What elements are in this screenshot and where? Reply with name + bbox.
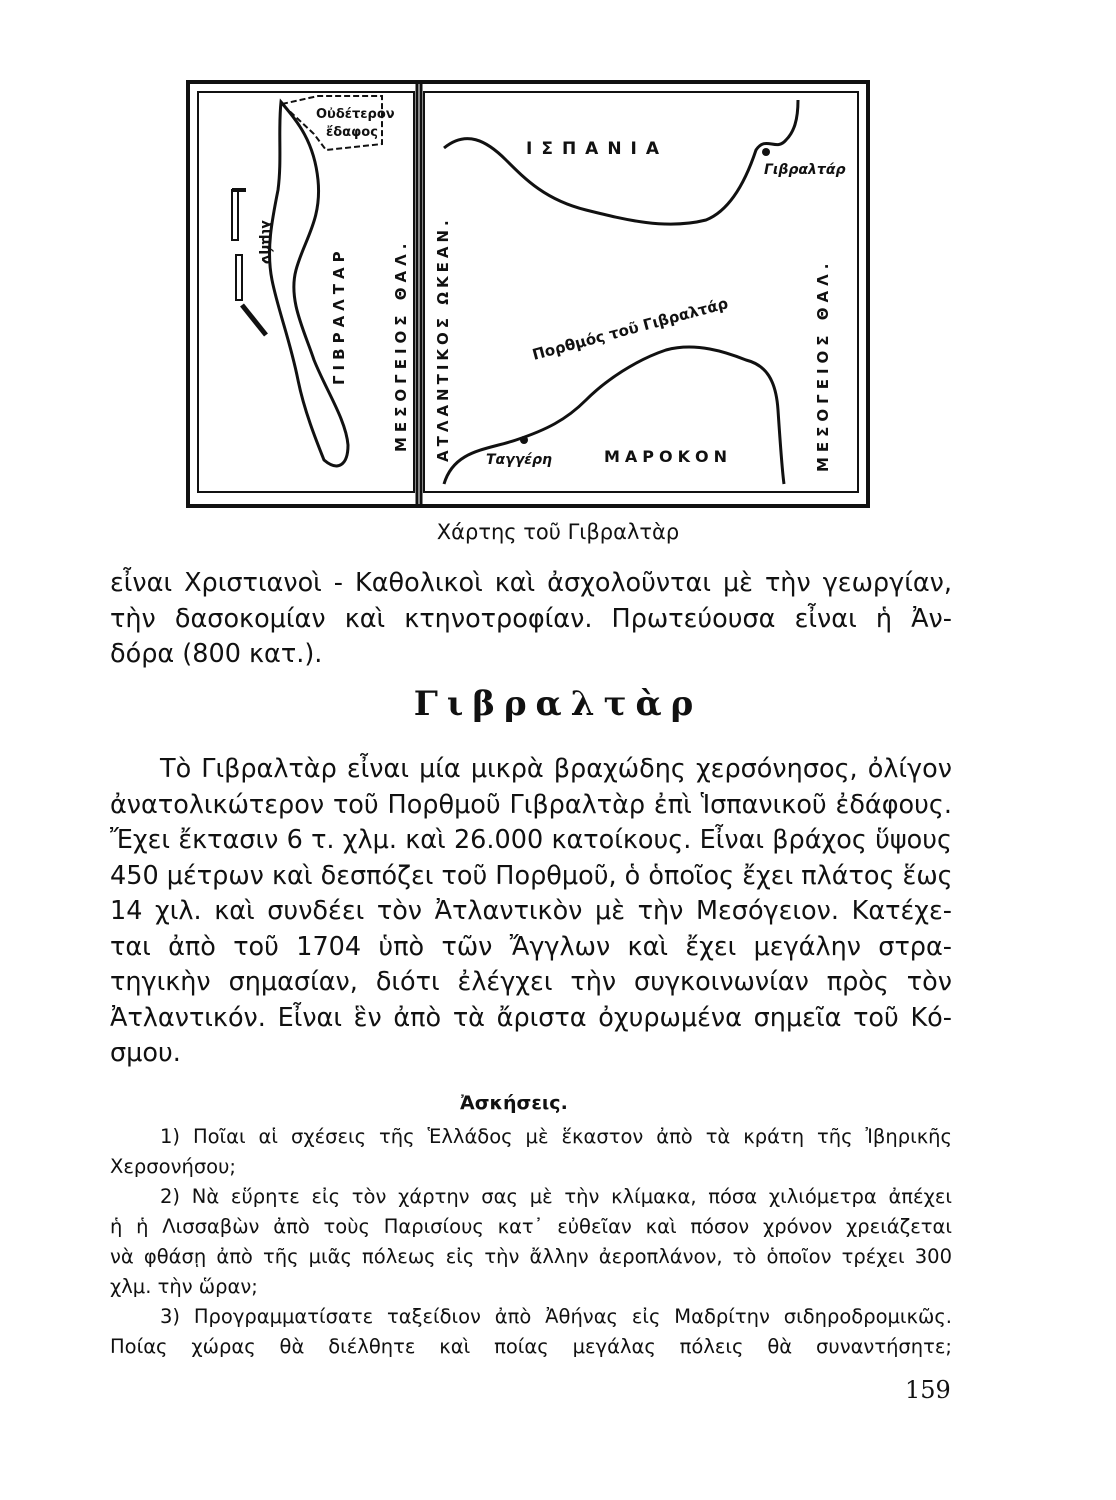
label-gibraltar-vertical: ΓΙΒΡΑΛΤΑΡ	[330, 246, 348, 385]
tangier-dot	[520, 436, 528, 444]
label-gibraltar-town: Γιβραλτάρ	[764, 162, 846, 178]
label-neutral-line1: Οὐδέτερον	[316, 107, 395, 122]
body-line: τηγικὴν σημασίαν, διότι ἐλέγχει τὴν συγκοινωνίαν πρὸς τὸν	[110, 967, 952, 997]
label-morocco: ΜΑΡΟΚΟΝ	[604, 447, 733, 466]
body-line: Ἔχει ἔκτασιν 6 τ. χλμ. καὶ 26.000 κατοίκους. Εἶναι βράχος ὕψους	[110, 825, 952, 855]
exercise-line: 1) Ποῖαι αἱ σχέσεις τῆς Ἑλλάδος μὲ ἕκαστον ἀπὸ τὰ κράτη τῆς Ἰβηρικῆς	[160, 1125, 952, 1148]
exercise-line: νὰ φθάσῃ ἀπὸ τῆς μιᾶς πόλεως εἰς τὴν ἄλλην ἀεροπλάνον, τὸ ὁποῖον τρέχει 300	[110, 1245, 952, 1268]
label-harbor: λιμήν	[258, 220, 274, 265]
intro-paragraph	[110, 566, 952, 673]
intro-line: εἶναι Χριστιανοὶ - Καθολικοὶ καὶ ἀσχολοῦνται μὲ τὴν γεωργίαν,	[110, 568, 952, 598]
exercise-line: ἡ ἡ Λισσαβὼν ἀπὸ τοὺς Παρισίους κατ᾽ εὐθεῖαν καὶ πόσον χρόνον χρειάζεται	[110, 1215, 952, 1238]
label-mediterranean-right: ΜΕΣΟΓΕΙΟΣ ΘΑΛ.	[814, 258, 832, 472]
gibraltar-map	[186, 80, 870, 508]
section-heading: Γιβραλτὰρ	[413, 684, 703, 724]
label-mediterranean-left: ΜΕΣΟΓΕΙΟΣ ΘΑΛ.	[392, 238, 410, 452]
body-paragraph	[110, 752, 952, 1072]
exercise-line: χλμ. τὴν ὥραν;	[110, 1275, 258, 1298]
exercises-heading: Ἀσκήσεις.	[460, 1092, 568, 1114]
body-line: ται ἀπὸ τοῦ 1704 ὑπὸ τῶν Ἄγγλων καὶ ἔχει μεγάλην στρα-	[110, 931, 952, 962]
intro-line: τὴν δασοκομίαν καὶ κτηνοτροφίαν. Πρωτεύουσα εἶναι ἡ Ἀν-	[110, 603, 952, 634]
label-strait: Πορθμός τοῦ Γιβραλτάρ	[530, 294, 731, 364]
exercise-line: 3) Προγραμματίσατε ταξείδιον ἀπὸ Ἀθήνας εἰς Μαδρίτην σιδηροδρομικῶς.	[160, 1305, 952, 1328]
body-line: ἀνατολικώτερον τοῦ Πορθμοῦ Γιβραλτὰρ ἐπὶ Ἱσπανικοῦ ἐδάφους.	[110, 789, 952, 820]
body-line: 14 χιλ. καὶ συνδέει τὸν Ἀτλαντικὸν μὲ τὴν Μεσόγειον. Κατέχε-	[110, 896, 952, 926]
label-atlantic: ΑΤΛΑΝΤΙΚΟΣ ΩΚΕΑΝ.	[434, 216, 452, 462]
body-line: σμου.	[110, 1038, 181, 1068]
exercise-line: Χερσονήσου;	[110, 1155, 236, 1178]
map-caption: Χάρτης τοῦ Γιβραλτὰρ	[436, 520, 680, 544]
exercise-line: 2) Νὰ εὕρητε εἰς τὸν χάρτην σας μὲ τὴν κλίμακα, πόσα χιλιόμετρα ἀπέχει	[160, 1185, 952, 1208]
label-neutral-line2: ἔδαφος	[326, 125, 378, 140]
gibraltar-town-dot	[762, 148, 770, 156]
exercises-list	[110, 1122, 952, 1362]
page-number: 159	[905, 1376, 951, 1404]
body-line: 450 μέτρων καὶ δεσπόζει τοῦ Πορθμοῦ, ὁ ὁποῖος ἔχει πλάτος ἕως	[110, 860, 953, 891]
exercise-line: Ποίας χώρας θὰ διέλθητε καὶ ποίας μεγάλας πόλεις θὰ συναντήσητε;	[110, 1335, 952, 1358]
label-tangier: Ταγγέρη	[486, 452, 553, 468]
label-spain: ΙΣΠΑΝΙΑ	[526, 139, 669, 159]
intro-line: δόρα (800 κατ.).	[110, 639, 323, 669]
body-line: Τὸ Γιβραλτὰρ εἶναι μία μικρὰ βραχώδης χερσόνησος, ὀλίγον	[160, 754, 952, 784]
body-line: Ἀτλαντικόν. Εἶναι ἓν ἀπὸ τὰ ἄριστα ὀχυρωμένα σημεῖα τοῦ Κό-	[110, 1002, 952, 1033]
